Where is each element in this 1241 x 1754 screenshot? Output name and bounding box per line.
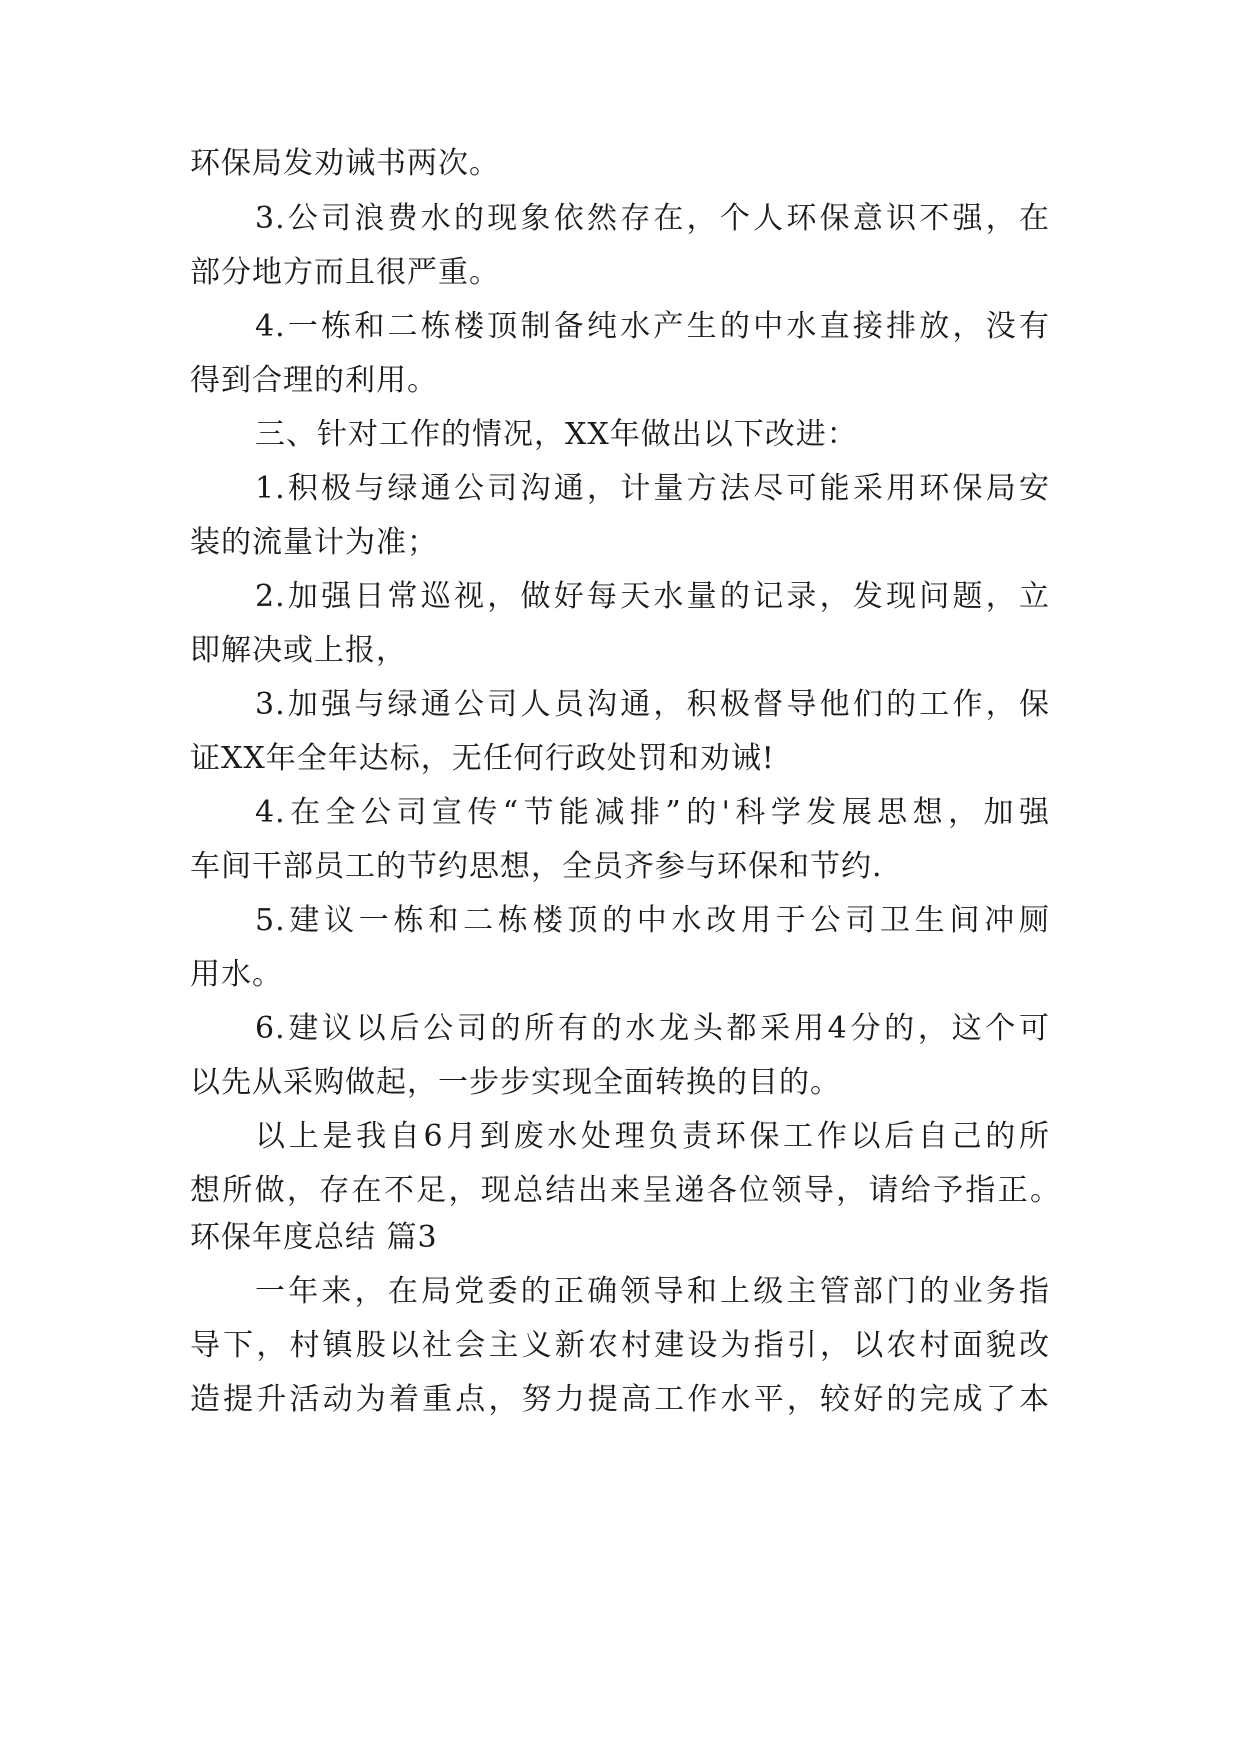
text-line: 导下，村镇股以社会主义新农村建设为指引，以农村面貌改 — [190, 1328, 1050, 1363]
text-line: 5.建议一栋和二栋楼顶的中水改用于公司卫生间冲厕 — [255, 903, 1050, 938]
text-line: 环保局发劝诫书两次。 — [190, 146, 500, 181]
section-title: 环保年度总结 篇3 — [190, 1220, 438, 1255]
section-heading: 三、针对工作的情况，XX年做出以下改进： — [255, 417, 858, 452]
text-line: 6.建议以后公司的所有的水龙头都采用4分的，这个可 — [255, 1011, 1050, 1046]
text-line: 3.加强与绿通公司人员沟通，积极督导他们的工作，保 — [255, 687, 1050, 722]
text-line: 车间干部员工的节约思想，全员齐参与环保和节约. — [190, 849, 883, 884]
text-line: 想所做，存在不足，现总结出来呈递各位领导，请给予指正。 — [190, 1173, 1060, 1208]
text-line: 1.积极与绿通公司沟通，计量方法尽可能采用环保局安 — [255, 471, 1050, 506]
text-line: 造提升活动为着重点，努力提高工作水平，较好的完成了本 — [190, 1382, 1050, 1417]
text-line: 得到合理的利用。 — [190, 363, 438, 398]
text-line: 一年来，在局党委的正确领导和上级主管部门的业务指 — [255, 1274, 1050, 1309]
text-line: 用水。 — [190, 957, 283, 992]
text-line: 4.在全公司宣传“节能减排”的'科学发展思想，加强 — [255, 795, 1050, 830]
text-line: 以先从采购做起，一步步实现全面转换的目的。 — [190, 1065, 841, 1100]
text-line: 4.一栋和二栋楼顶制备纯水产生的中水直接排放，没有 — [255, 309, 1050, 344]
text-line: 2.加强日常巡视，做好每天水量的记录，发现问题，立 — [255, 579, 1050, 614]
text-line: 即解决或上报， — [190, 633, 407, 668]
text-line: 以上是我自6月到废水处理负责环保工作以后自己的所 — [255, 1119, 1050, 1154]
text-line: 装的流量计为准； — [190, 525, 438, 560]
text-line: 证XX年全年达标，无任何行政处罚和劝诫! — [190, 741, 775, 776]
text-line: 部分地方而且很严重。 — [190, 255, 500, 290]
text-line: 3.公司浪费水的现象依然存在，个人环保意识不强，在 — [255, 201, 1050, 236]
